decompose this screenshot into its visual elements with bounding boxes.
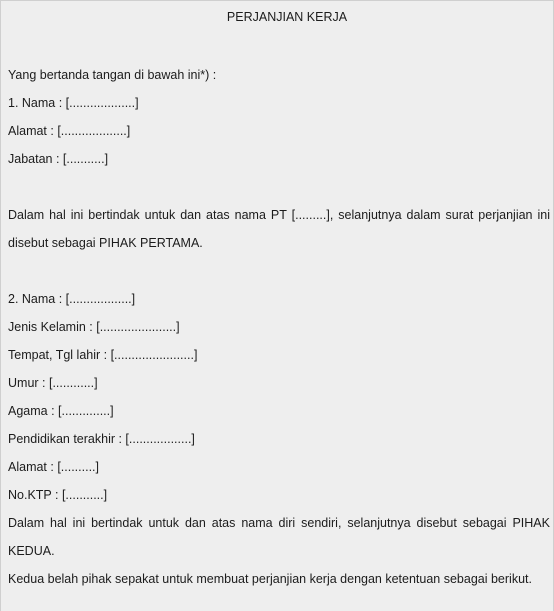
- party2-ktp: No.KTP : [...........]: [8, 488, 108, 502]
- party2-age: Umur : [............]: [8, 376, 98, 390]
- party2-address: Alamat : [..........]: [8, 460, 99, 474]
- party2-religion: Agama : [..............]: [8, 404, 114, 418]
- document-body: [8, 1, 550, 593]
- party2-birth: Tempat, Tgl lahir : [.......................]: [8, 348, 198, 362]
- party1-address: Alamat : [...................]: [8, 124, 131, 138]
- party1-position: Jabatan : [...........]: [8, 152, 109, 166]
- party2-name: 2. Nama : [..................]: [8, 292, 136, 306]
- spacer: [8, 173, 550, 201]
- party2-education: Pendidikan terakhir : [..................]: [8, 432, 195, 446]
- party1-statement: Dalam hal ini bertindak untuk dan atas nama PT [.........], selanjutnya dalam surat perjanjian ini disebut sebagai PIHAK PERTAMA.: [8, 208, 550, 250]
- party2-statement: Dalam hal ini bertindak untuk dan atas nama diri sendiri, selanjutnya disebut sebagai PIHAK KEDUA.: [8, 516, 550, 558]
- document-title: PERJANJIAN KERJA: [226, 10, 348, 24]
- spacer: [8, 257, 550, 285]
- intro-line: Yang bertanda tangan di bawah ini*) :: [8, 68, 217, 82]
- spacer: [8, 33, 550, 61]
- agreement-statement: Kedua belah pihak sepakat untuk membuat perjanjian kerja dengan ketentuan sebagai berikut.: [8, 572, 532, 586]
- party1-name: 1. Nama : [...................]: [8, 96, 139, 110]
- party2-gender: Jenis Kelamin : [......................]: [8, 320, 180, 334]
